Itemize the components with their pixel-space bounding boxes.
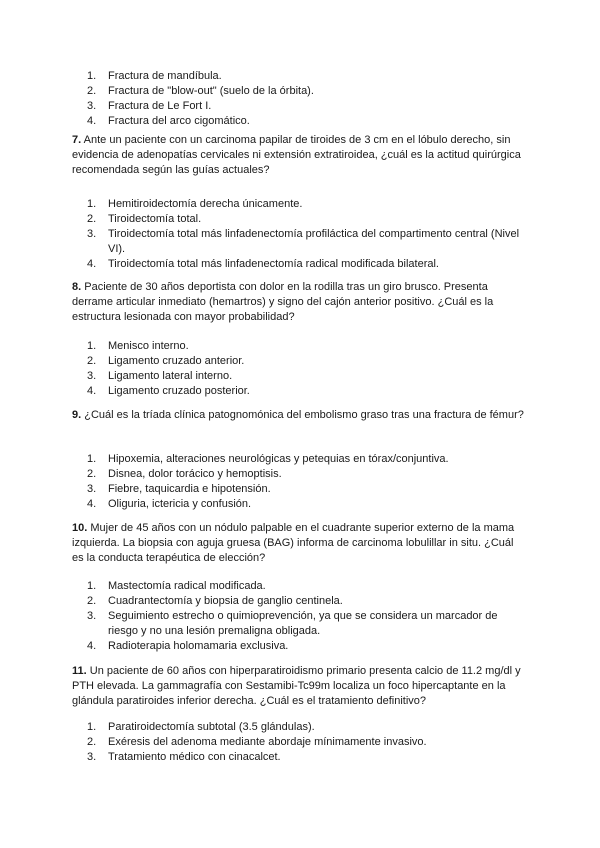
option-number: 1. (87, 453, 97, 465)
option-text: Ligamento cruzado anterior. (108, 355, 245, 367)
option-number: 4. (87, 385, 97, 397)
option-item (87, 227, 527, 257)
option-number: 3. (87, 370, 97, 382)
option-item (87, 735, 527, 750)
option-number: 2. (87, 468, 97, 480)
option-item (87, 212, 527, 227)
option-text: Seguimiento estrecho o quimioprevención, ya que se considera un marcador de riesgo y no una lesión premaligna obligada. (108, 610, 498, 637)
option-item (87, 69, 527, 84)
option-text: Hipoxemia, alteraciones neurológicas y petequias en tórax/conjuntiva. (108, 453, 449, 465)
option-number: 2. (87, 355, 97, 367)
option-text: Hemitiroidectomía derecha únicamente. (108, 198, 303, 210)
option-item (87, 339, 527, 354)
q11-options (87, 720, 527, 765)
question-number: 11. (72, 665, 87, 677)
question-number: 8. (72, 281, 82, 293)
question-stem (72, 133, 528, 178)
option-number: 1. (87, 721, 97, 733)
option-item (87, 609, 527, 639)
question-text: Ante un paciente con un carcinoma papilar de tiroides de 3 cm en el lóbulo derecho, sin evidencia de adenopatías cervicales ni extensión extratiroidea, ¿cuál es la actitud quirúrgica recomendada según las guías actuales? (72, 134, 521, 176)
option-number: 3. (87, 483, 97, 495)
option-text: Tiroidectomía total más linfadenectomía radical modificada bilateral. (108, 258, 439, 270)
option-item (87, 384, 527, 399)
option-text: Ligamento lateral interno. (108, 370, 233, 382)
option-item (87, 720, 527, 735)
option-item (87, 369, 527, 384)
option-number: 1. (87, 580, 97, 592)
q8-options (87, 339, 527, 399)
question-text: Mujer de 45 años con un nódulo palpable en el cuadrante superior externo de la mama izquierda. La biopsia con aguja gruesa (BAG) informa de carcinoma lobulillar in situ. ¿Cuál es la conducta terapéutica de elección? (72, 522, 515, 564)
option-number: 4. (87, 115, 97, 127)
option-item (87, 467, 527, 482)
option-number: 2. (87, 595, 97, 607)
option-text: Exéresis del adenoma mediante abordaje mínimamente invasivo. (108, 736, 427, 748)
option-item (87, 257, 527, 272)
option-text: Tiroidectomía total más linfadenectomía profiláctica del compartimento central (Nivel VI). (108, 228, 520, 255)
option-item (87, 497, 527, 512)
option-text: Disnea, dolor torácico y hemoptisis. (108, 468, 282, 480)
option-text: Fractura del arco cigomático. (108, 115, 250, 127)
option-item (87, 114, 527, 129)
option-item (87, 594, 527, 609)
option-number: 3. (87, 751, 97, 763)
option-number: 4. (87, 258, 97, 270)
option-number: 1. (87, 198, 97, 210)
option-number: 1. (87, 70, 97, 82)
option-item (87, 579, 527, 594)
question-text: Un paciente de 60 años con hiperparatiroidismo primario presenta calcio de 11.2 mg/dl y PTH elevada. La gammagrafía con Sestamibi-Tc99m localiza un foco hipercaptante en la glándula paratiroides inferior derecha. ¿Cuál es el tratamiento definitivo? (72, 665, 521, 707)
option-text: Paratiroidectomía subtotal (3.5 glándulas). (108, 721, 315, 733)
question-text: ¿Cuál es la tríada clínica patognomónica del embolismo graso tras una fractura de fémur? (84, 409, 524, 421)
option-item (87, 84, 527, 99)
q7-options (87, 197, 527, 272)
option-number: 3. (87, 100, 97, 112)
question-stem (72, 280, 528, 325)
option-text: Fractura de mandíbula. (108, 70, 222, 82)
option-text: Menisco interno. (108, 340, 189, 352)
question-number: 9. (72, 409, 82, 421)
question-text: Paciente de 30 años deportista con dolor en la rodilla tras un giro brusco. Presenta derrame articular inmediato (hemartros) y signo del cajón anterior positivo. ¿Cuál es la estructura lesionada con mayor probabilidad? (72, 281, 494, 323)
question-stem (72, 521, 528, 566)
q10-options (87, 579, 527, 654)
option-item (87, 482, 527, 497)
option-number: 1. (87, 340, 97, 352)
option-number: 4. (87, 640, 97, 652)
option-item (87, 750, 527, 765)
option-item (87, 197, 527, 212)
q6-options (87, 69, 527, 129)
option-text: Oliguria, ictericia y confusión. (108, 498, 252, 510)
option-number: 2. (87, 213, 97, 225)
option-number: 2. (87, 736, 97, 748)
option-number: 3. (87, 228, 97, 240)
option-number: 3. (87, 610, 97, 622)
option-text: Ligamento cruzado posterior. (108, 385, 250, 397)
option-number: 2. (87, 85, 97, 97)
option-text: Fractura de "blow-out" (suelo de la órbita). (108, 85, 314, 97)
option-item (87, 354, 527, 369)
option-number: 4. (87, 498, 97, 510)
option-item (87, 99, 527, 114)
question-stem (72, 408, 528, 423)
question-stem (72, 664, 528, 709)
option-text: Mastectomía radical modificada. (108, 580, 266, 592)
option-text: Fractura de Le Fort I. (108, 100, 212, 112)
q9-options (87, 452, 527, 512)
option-text: Radioterapia holomamaria exclusiva. (108, 640, 289, 652)
option-item (87, 452, 527, 467)
option-text: Tratamiento médico con cinacalcet. (108, 751, 281, 763)
option-text: Tiroidectomía total. (108, 213, 202, 225)
option-text: Fiebre, taquicardia e hipotensión. (108, 483, 271, 495)
option-item (87, 639, 527, 654)
option-text: Cuadrantectomía y biopsia de ganglio centinela. (108, 595, 343, 607)
question-number: 10. (72, 522, 88, 534)
question-number: 7. (72, 134, 82, 146)
